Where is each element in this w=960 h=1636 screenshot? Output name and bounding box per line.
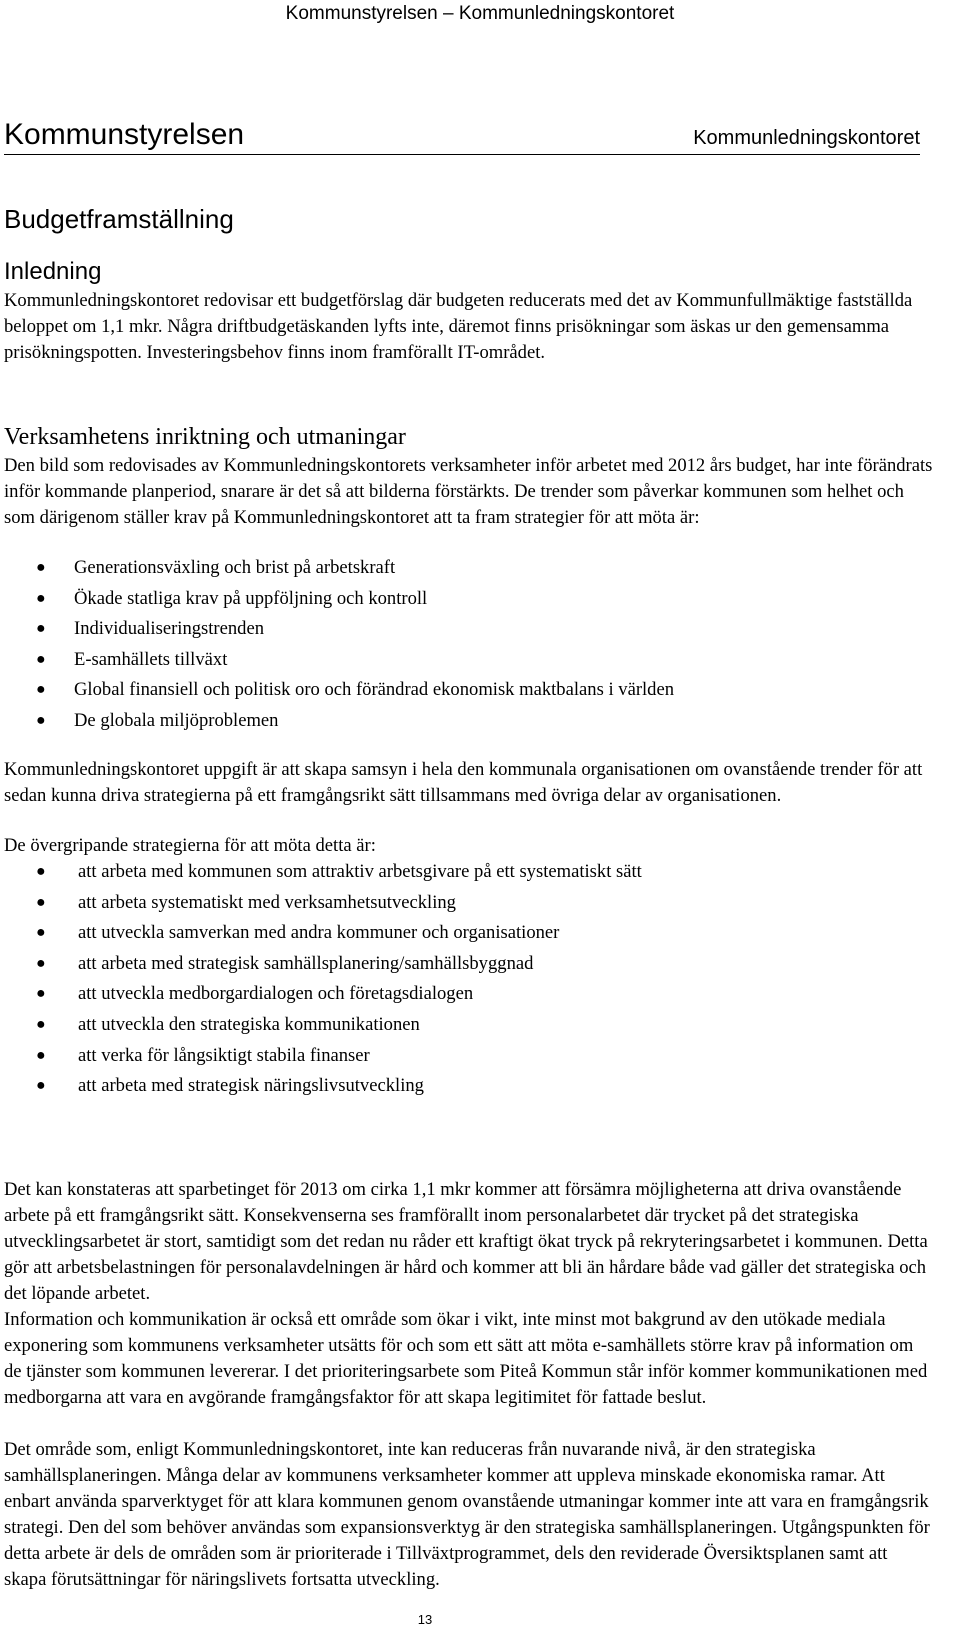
list-item: ● att arbeta med kommunen som attraktiv arbetsgivare på ett systematiskt sätt [0,857,930,888]
bullet-icon: ● [36,559,46,576]
list-item: ● De globala miljöproblemen [0,706,930,737]
page-number: 13 [417,1612,433,1627]
consequences-paragraph: Det kan konstateras att sparbetinget för 2013 om cirka 1,1 mkr kommer att försämra möjligheterna att driva ovanstående arbete på ett framgångsrikt sätt. Konsekvenserna ses framförallt inom personalarbetet där trycket på det strategiska utvecklingsarbetet är stort, samtidigt som det redan nu råder ett kraftigt ökat tryck på rekryteringsarbetet i kommunen. Detta gör att arbetsbelastningen för personalavdelningen är hård och kommer att bli än hårdare både vad gäller det strategiska och det löpande arbetet. [4,1179,928,1304]
list-item: ● att verka för långsiktigt stabila finanser [0,1041,930,1072]
bullet-icon: ● [36,893,46,911]
running-header: Kommunstyrelsen – Kommunledningskontoret [285,3,675,24]
planning-paragraph: Det område som, enligt Kommunledningskontoret, inte kan reduceras från nuvarande nivå, är den strategiska samhällsplaneringen. Många delar av kommunens verksamheter kommer att uppleva minskade ekonomiska ramar. Att enbart använda sparverktyget för att klara kommunen genom ovanstående utmaningar kommer inte att vara en framgångsrik strategi. Den del som behöver användas som expansionsverktyg är den strategiska samhällsplaneringen. Utgångspunkten för detta arbete är dels de områden som är prioriterade i Tillväxtprogrammet, dels den reviderade Översiktsplanen samt att skapa förutsättningar för näringslivets fortsatta utveckling. [4,1439,930,1590]
bullet-icon: ● [36,863,46,880]
trend-list [0,553,930,737]
list-item: ● att utveckla medborgardialogen och företagsdialogen [0,979,930,1010]
bullet-icon: ● [36,954,46,972]
list-item: ● Generationsväxling och brist på arbetskraft [0,553,930,584]
direction-paragraph: Den bild som redovisades av Kommunledningskontorets verksamheter inför arbetet med 2012 års budget, har inte förändrats inför kommande planperiod, snarare är det så att bilderna förstärkts. De trender som påverkar kommunen som helhet och som därigenom ställer krav på Kommunledningskontoret att ta fram strategier för att möta är: [4,455,933,528]
intro-paragraph: Kommunledningskontoret redovisar ett budgetförslag där budgeten reducerats med det av Kommunfullmäktige fastställda beloppet om 1,1 mkr. Några driftbudgetäskanden lyfts inte, däremot finns prisökningar som äskas ur den gemensamma prisökningspotten. Investeringsbehov finns inom framförallt IT-området. [4,290,913,363]
bullet-icon: ● [36,589,46,607]
strategy-list [0,857,930,1102]
direction-heading: Verksamhetens inriktning och utmaningar [4,424,406,450]
header-department-name: Kommunledningskontoret [693,127,920,149]
intro-heading: Inledning [4,258,102,285]
bullet-icon: ● [36,985,46,1003]
document-title: Budgetframställning [4,204,234,234]
bullet-icon: ● [36,1077,46,1095]
list-item: ● att arbeta med strategisk samhällsplanering/samhällsbyggnad [0,949,930,980]
bullet-icon: ● [36,924,46,942]
list-item: ● att arbeta med strategisk näringslivsutveckling [0,1071,930,1102]
strategies-intro: De övergripande strategierna för att möta detta är: [4,835,376,856]
list-item: ● att arbeta systematiskt med verksamhetsutveckling [0,888,930,919]
list-item: ● att utveckla den strategiska kommunikationen [0,1010,930,1041]
bullet-icon: ● [36,1046,46,1064]
list-item: ● Global finansiell och politisk oro och förändrad ekonomisk maktbalans i världen [0,675,930,706]
list-item: ● E-samhällets tillväxt [0,645,930,676]
list-item: ● Individualiseringstrenden [0,614,930,645]
mission-paragraph: Kommunledningskontoret uppgift är att skapa samsyn i hela den kommunala organisationen om ovanstående trender för att sedan kunna driva strategierna på ett framgångsrikt sätt tillsammans med övriga delar av organisationen. [4,759,923,806]
bullet-icon: ● [36,650,46,668]
bullet-icon: ● [36,1015,46,1033]
document-header [4,112,920,155]
communication-paragraph: Information och kommunikation är också ett område som ökar i vikt, inte minst mot bakgrund av den utökade mediala exponering som kommunens verksamheter utsätts för och som ett sätt att möta e-samhällets större krav på information om de tjänster som kommunen levererar. I det prioriteringsarbete som Piteå Kommun står inför kommer kommunikationen med medborgarna att vara en avgörande framgångsfaktor för att skapa legitimitet för fattade beslut. [4,1309,928,1408]
header-org-name: Kommunstyrelsen [4,118,245,151]
bullet-icon: ● [36,711,46,729]
bullet-icon: ● [36,620,46,638]
list-item: ● Ökade statliga krav på uppföljning och kontroll [0,584,930,615]
list-item: ● att utveckla samverkan med andra kommuner och organisationer [0,918,930,949]
bullet-icon: ● [36,681,46,699]
